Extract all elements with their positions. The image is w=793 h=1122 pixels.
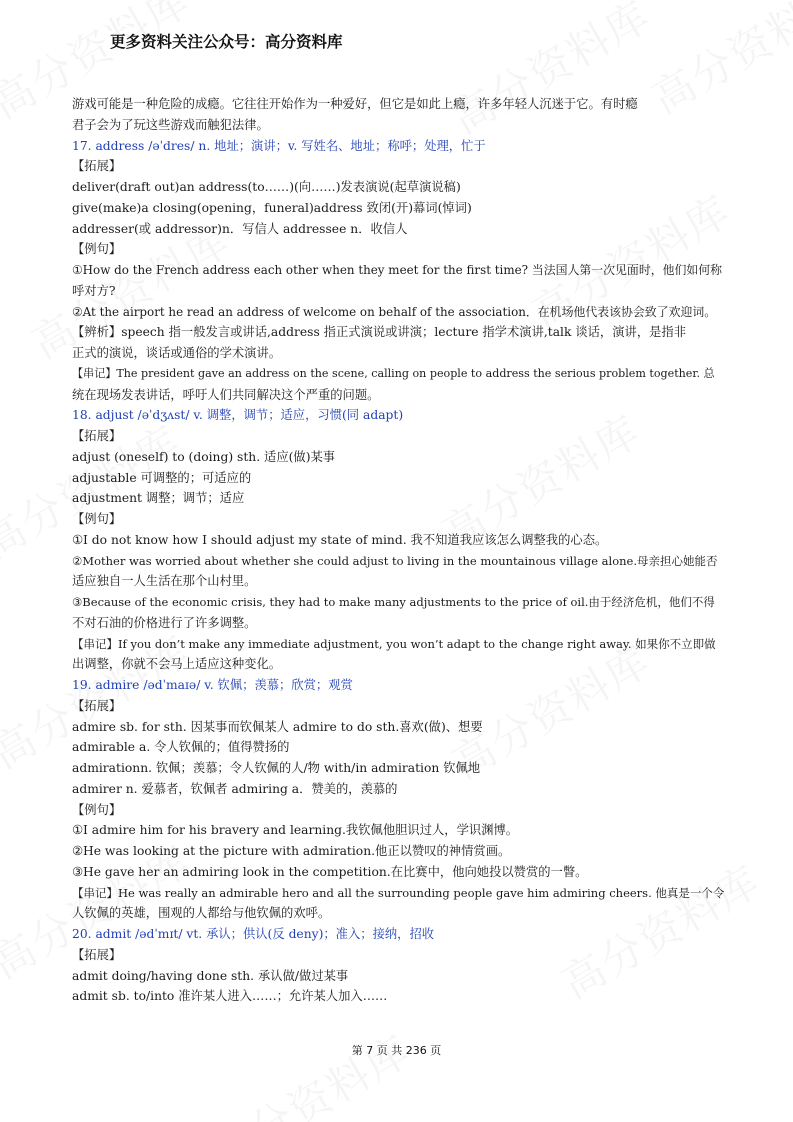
body-line: admirable a. 令人钦佩的；值得赞扬的 (72, 740, 290, 755)
body-line: 统在现场发表讲话，呼吁人们共同解决这个严重的问题。 (72, 387, 380, 402)
body-line: admire sb. for sth. 因某事而钦佩某人 admire to do sth.喜欢(做)、想要 (72, 719, 483, 734)
body-line: 正式的演说，谈话或通俗的学术演讲。 (72, 346, 282, 360)
body-line: admit sb. to/into 准许某人进入……；允许某人加入…… (72, 989, 388, 1004)
section-label-examples: 【例句】 (72, 242, 122, 257)
body-line: ①I admire him for his bravery and learning.我钦佩他胆识过人，学识渊博。 (72, 823, 519, 838)
body-line: ①I do not know how I should adjust my state of mind. 我不知道我应该怎么调整我的心态。 (72, 532, 608, 547)
body-line: adjustable 可调整的；可适应的 (72, 470, 252, 485)
entry-heading-admit: 20. admit /ədˈmɪt/ vt. 承认；供认(反 deny)；准入；接纳，招收 (72, 927, 435, 941)
body-line: admirer n. 爱慕者，钦佩者 admiring a．赞美的，羡慕的 (72, 781, 398, 796)
body-line: adjust (oneself) to (doing) sth. 适应(做)某事 (72, 449, 336, 464)
entry-heading-address: 17. address /əˈdres/ n. 地址；演讲；v. 写姓名、地址；称呼；处理，忙于 (72, 138, 486, 153)
body-line: ③He gave her an admiring look in the competition.在比赛中，他向她投以赞赏的一瞥。 (72, 864, 588, 879)
body-line: 呼对方? (72, 283, 116, 298)
body-line: 不对石油的价格进行了许多调整。 (72, 615, 257, 630)
body-line: give(make)a closing(opening，funeral)address 致闭(开)幕词(悼词) (72, 200, 472, 215)
body-line: 【串记】He was really an admirable hero and all the surrounding people gave him admiring cheers. 他真是一个令 (72, 885, 725, 900)
body-line: 出调整，你就不会马上适应这种变化。 (72, 657, 282, 672)
body-line: 人钦佩的英雄，围观的人都给与他钦佩的欢呼。 (72, 906, 331, 921)
body-line: ②At the airport he read an address of welcome on behalf of the association．在机场他代表该协会致了欢迎词。 (72, 304, 717, 319)
section-label-extension: 【拓展】 (72, 159, 122, 174)
body-line: adjustment 调整；调节；适应 (72, 491, 245, 506)
page-number: 第 7 页 共 236 页 (351, 1044, 442, 1057)
section-label-examples: 【例句】 (72, 802, 122, 817)
body-line: 君子会为了玩这些游戏而触犯法律。 (72, 117, 269, 132)
page-header-title: 更多资料关注公众号：高分资料库 (110, 33, 343, 51)
body-line: deliver(draft out)an address(to……)(向……)发表演说(起草演说稿) (72, 180, 461, 194)
section-label-extension: 【拓展】 (72, 698, 122, 713)
section-label-extension: 【拓展】 (72, 429, 122, 443)
entry-heading-adjust: 18. adjust /əˈdʒʌst/ v. 调整，调节；适应，习惯(同 adapt) (72, 408, 404, 423)
body-line: 游戏可能是一种危险的成瘾。它往往开始作为一种爱好，但它是如此上瘾，许多年轻人沉迷于它。有时瘾 (72, 97, 638, 111)
body-line: addresser(或 addressor)n．写信人 addressee n．收信人 (72, 221, 408, 236)
body-line: ③Because of the economic crisis, they had to make many adjustments to the price of oil.由于经济危机，他们不得 (72, 595, 715, 609)
body-line: ②Mother was worried about whether she could adjust to living in the mountainous village alone.母亲担心她能否 (72, 553, 718, 568)
watermark (200, 1019, 421, 1122)
body-line: 适应独自一人生活在那个山村里。 (72, 574, 257, 589)
body-line: admit doing/having done sth. 承认做/做过某事 (72, 968, 349, 983)
document-body (72, 94, 724, 1007)
section-label-examples: 【例句】 (72, 512, 122, 526)
body-line: 【辨析】speech 指一般发言或讲话,address 指正式演说或讲演；lecture 指学术演讲,talk 谈话，演讲，是指非 (72, 325, 687, 340)
body-line: ②He was looking at the picture with admiration.他正以赞叹的神情赏画。 (72, 844, 511, 858)
entry-heading-admire: 19. admire /ədˈmaɪə/ v. 钦佩；羡慕；欣赏；观赏 (72, 678, 353, 692)
body-line: admirationn. 钦佩；羡慕；令人钦佩的人/物 with/in admiration 钦佩地 (72, 761, 481, 775)
body-line: 【串记】If you don’t make any immediate adjustment, you won’t adapt to the change right away. 如果你不立即做 (72, 636, 716, 651)
body-line: ①How do the French address each other when they meet for the first time? 当法国人第一次见面时，他们如何称 (72, 263, 723, 277)
body-line: 【串记】The president gave an address on the scene, calling on people to address the serious problem together. 总 (72, 366, 715, 380)
section-label-extension: 【拓展】 (72, 947, 122, 962)
